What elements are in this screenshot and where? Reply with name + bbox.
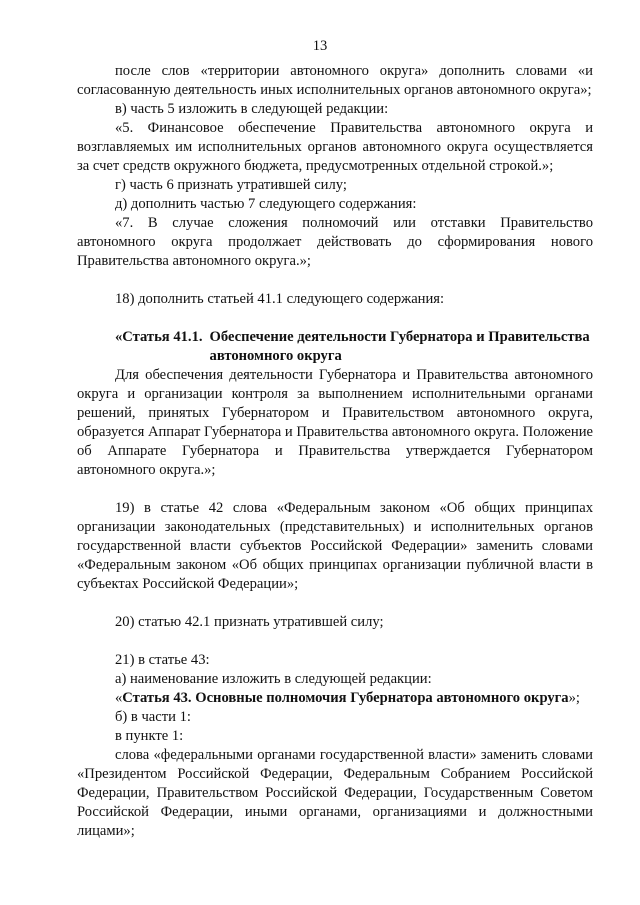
document-body <box>77 62 593 841</box>
item-d-part-7: д) дополнить частью 7 следующего содержания: <box>115 196 417 212</box>
replace-words-text: слова «федеральными органами государственной власти» заменить словами «Президентом Российской Федерации, Федеральным Собранием Российской Федерации, Правительством Российской Федерации, Государственным Советом Российской Федерации, иными органами, организациями и должностными лицами»; <box>77 747 593 839</box>
item-g-part-6: г) часть 6 признать утратившей силу; <box>115 177 347 193</box>
clause-1: в пункте 1: <box>115 728 184 744</box>
article-41-1-text: Для обеспечения деятельности Губернатора и Правительства автономного округа и организации контроля за выполнением исполнительными органами решений, принятых Губернатором и Правительством автономного округа, образуется Аппарат Губернатора и Правительства автономного округа. Положение об Аппарате Губернатора и Правительства утверждается Губернатором автономного округа.»; <box>77 367 593 478</box>
item-19: 19) в статье 42 слова «Федеральным законом «Об общих принципах организации законодательных (представительных) и исполнительных органов государственной власти субъектов Российской Федерации» заменить словами «Федеральным законом «Об общих принципах организации публичной власти в субъектах Российской Федерации»; <box>77 500 593 592</box>
part-5-text: «5. Финансовое обеспечение Правительства автономного округа и возглавляемых им исполнительных органов автономного округа осуществляется за счет средств окружного бюджета, предусмотренных отдельной строкой.»; <box>77 120 593 174</box>
paragraph-after-words: после слов «территории автономного округа» дополнить словами «и согласованную деятельность иных исполнительных органов автономного округа»; <box>77 63 593 98</box>
article-41-1-heading <box>115 328 593 366</box>
item-21: 21) в статье 43: <box>115 652 210 668</box>
page-number: 13 <box>312 38 328 54</box>
part-7-text: «7. В случае сложения полномочий или отставки Правительство автономного округа продолжает действовать до сформирования нового Правительства автономного округа.»; <box>77 215 593 269</box>
article-41-1-number: «Статья 41.1. <box>115 329 203 345</box>
spacer <box>77 480 593 499</box>
item-v-part-5: в) часть 5 изложить в следующей редакции: <box>115 101 389 117</box>
item-b-part-1: б) в части 1: <box>115 709 191 725</box>
article-43-title: Статья 43. Основные полномочия Губернатора автономного округа <box>122 690 569 706</box>
item-a-name: а) наименование изложить в следующей редакции: <box>115 671 432 687</box>
spacer <box>77 271 593 290</box>
spacer <box>77 632 593 651</box>
spacer <box>77 309 593 328</box>
spacer <box>77 594 593 613</box>
article-43-heading <box>77 689 593 708</box>
article-43-open-quote: « <box>115 690 123 706</box>
article-43-close-quote: »; <box>568 690 580 706</box>
article-41-1-title: Обеспечение деятельности Губернатора и Правительства автономного округа <box>209 329 590 364</box>
item-20: 20) статью 42.1 признать утратившей силу; <box>115 614 384 630</box>
item-18: 18) дополнить статьей 41.1 следующего содержания: <box>115 291 445 307</box>
